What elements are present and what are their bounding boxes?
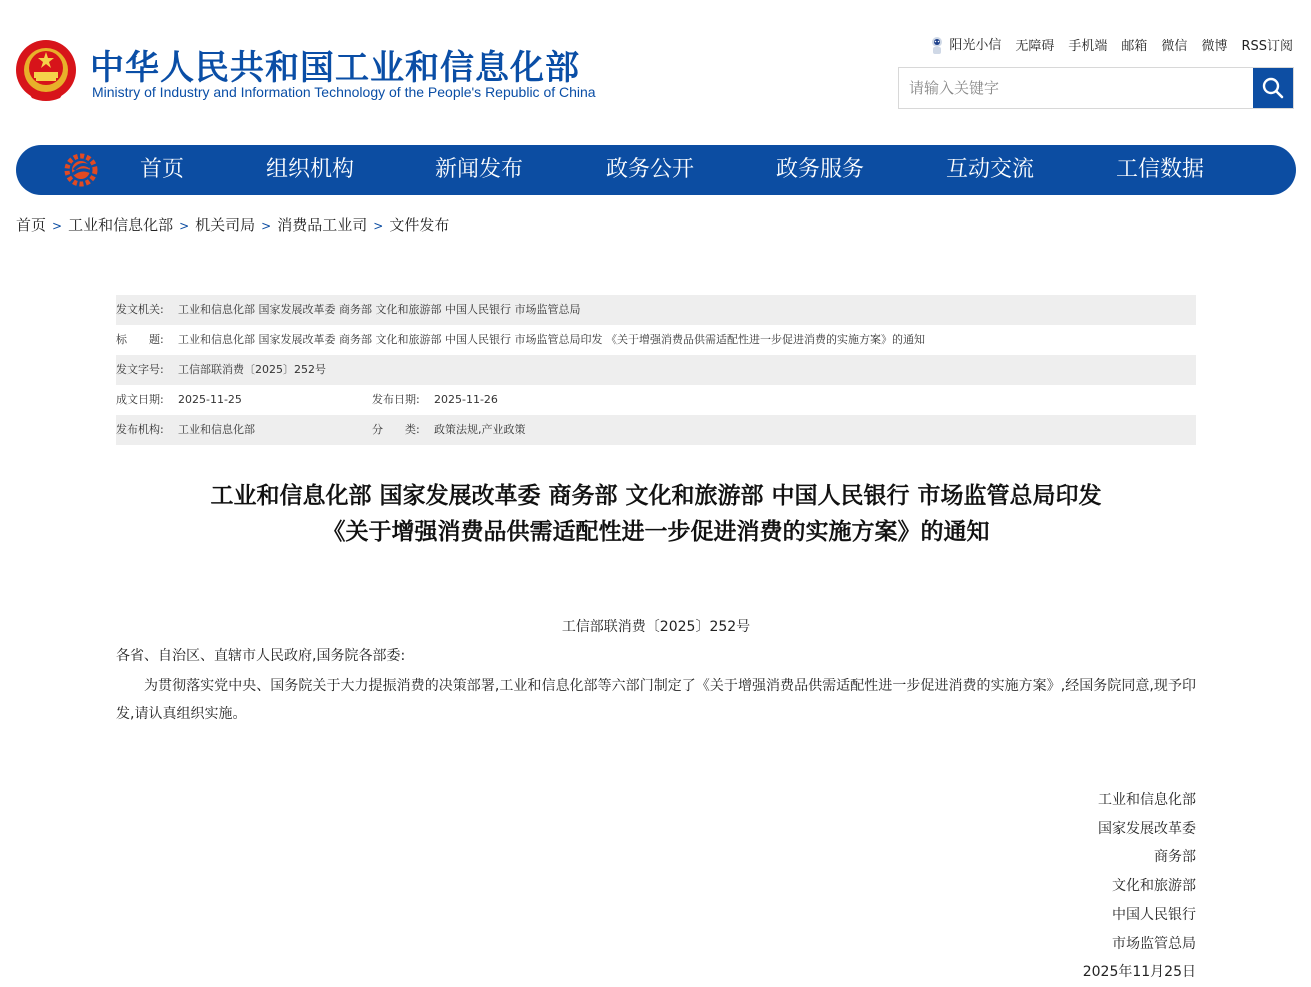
main-nav — [16, 145, 1296, 195]
breadcrumb-item-file-release[interactable]: 文件发布 — [389, 216, 450, 234]
document-number: 工信部联消费〔2025〕252号 — [561, 619, 751, 635]
nav-item-data[interactable]: 工信数据 — [1116, 157, 1205, 182]
breadcrumb-item-ministry[interactable]: 工业和信息化部 — [68, 216, 174, 234]
breadcrumb-item-home[interactable]: 首页 — [16, 216, 47, 234]
nav-item-home[interactable]: 首页 — [140, 157, 185, 182]
breadcrumb-separator: > — [179, 219, 190, 233]
document-date: 2025年11月25日 — [1082, 964, 1196, 981]
site-header — [0, 0, 1311, 140]
breadcrumb-item-consumer-goods[interactable]: 消费品工业司 — [277, 216, 368, 234]
site-subtitle-en: Ministry of Industry and Information Technology of the People's Republic of China — [92, 84, 596, 100]
document-meta-table — [116, 295, 1196, 445]
nav-item-interaction[interactable]: 互动交流 — [946, 157, 1035, 182]
nav-item-gov-services[interactable]: 政务服务 — [776, 157, 865, 182]
meta-value-published: 2025-11-26 — [434, 393, 498, 406]
document-title — [116, 478, 1196, 550]
document-addressee: 各省、自治区、直辖市人民政府,国务院各部委: — [116, 648, 406, 664]
nav-item-organization[interactable]: 组织机构 — [266, 157, 355, 182]
signer-mct: 文化和旅游部 — [1112, 878, 1196, 895]
breadcrumb — [16, 214, 449, 235]
meta-value-org: 工业和信息化部 — [178, 423, 255, 436]
signer-samr: 市场监管总局 — [1112, 935, 1196, 952]
top-link-wechat[interactable]: 微信 — [1161, 39, 1188, 55]
meta-value-doc-no: 工信部联消费〔2025〕252号 — [178, 363, 326, 376]
document-signers — [996, 786, 1196, 987]
top-links — [929, 34, 1293, 56]
search-box — [898, 67, 1294, 109]
nav-item-gov-affairs[interactable]: 政务公开 — [606, 157, 695, 182]
meta-label-created: 成文日期: — [116, 393, 164, 406]
meta-row-title — [116, 325, 1196, 355]
meta-label-category: 分 类: — [372, 423, 420, 436]
meta-row-org — [116, 415, 1196, 445]
search-button[interactable] — [1253, 68, 1293, 108]
meta-value-title: 工业和信息化部 国家发展改革委 商务部 文化和旅游部 中国人民银行 市场监管总局印发 《关于增强消费品供需适配性进一步促进消费的实施方案》的通知 — [178, 333, 925, 346]
breadcrumb-item-departments[interactable]: 机关司局 — [195, 216, 256, 234]
meta-row-issuer — [116, 295, 1196, 325]
search-input[interactable] — [899, 68, 1271, 108]
meta-label-issuer: 发文机关: — [116, 303, 164, 316]
search-icon — [1261, 76, 1285, 100]
top-link-accessibility[interactable]: 无障碍 — [1015, 39, 1055, 55]
document-title-line-2: 《关于增强消费品供需适配性进一步促进消费的实施方案》的通知 — [322, 519, 990, 545]
signer-mofcom: 商务部 — [1154, 849, 1196, 866]
nav-item-news[interactable]: 新闻发布 — [435, 157, 524, 182]
robot-assistant-icon — [929, 36, 945, 56]
top-link-weibo[interactable]: 微博 — [1201, 39, 1228, 55]
meta-value-category: 政策法规,产业政策 — [434, 423, 526, 436]
signer-ndrc: 国家发展改革委 — [1098, 820, 1196, 837]
signer-miit: 工业和信息化部 — [1098, 792, 1196, 808]
national-emblem-icon[interactable] — [14, 38, 78, 104]
meta-label-doc-no: 发文字号: — [116, 363, 164, 376]
meta-label-published: 发布日期: — [372, 393, 420, 406]
meta-label-title: 标 题: — [116, 333, 164, 346]
top-link-mobile[interactable]: 手机端 — [1068, 39, 1108, 55]
top-link-rss[interactable]: RSS订阅 — [1241, 39, 1293, 55]
signer-pboc: 中国人民银行 — [1112, 906, 1196, 923]
meta-label-org: 发布机构: — [116, 423, 164, 436]
breadcrumb-separator: > — [52, 219, 63, 233]
document-paragraph: 为贯彻落实党中央、国务院关于大力提振消费的决策部署,工业和信息化部等六部门制定了《关于增强消费品供需适配性进一步促进消费的实施方案》,经国务院同意,现予印发,请认真组织实施。 — [116, 678, 1196, 722]
meta-row-doc-no — [116, 355, 1196, 385]
top-link-assistant[interactable] — [929, 34, 1001, 56]
meta-row-dates — [116, 385, 1196, 415]
document-title-line-1: 工业和信息化部 国家发展改革委 商务部 文化和旅游部 中国人民银行 市场监管总局印发 — [210, 483, 1102, 509]
ministry-gear-logo-icon[interactable] — [64, 153, 98, 187]
top-link-mailbox[interactable]: 邮箱 — [1121, 39, 1148, 55]
meta-value-issuer: 工业和信息化部 国家发展改革委 商务部 文化和旅游部 中国人民银行 市场监管总局 — [178, 303, 581, 316]
meta-value-created: 2025-11-25 — [178, 393, 242, 406]
breadcrumb-separator: > — [373, 219, 384, 233]
top-link-assistant-label: 阳光小信 — [949, 38, 1002, 53]
breadcrumb-separator: > — [261, 219, 272, 233]
site-title[interactable]: 中华人民共和国工业和信息化部 — [90, 48, 580, 88]
